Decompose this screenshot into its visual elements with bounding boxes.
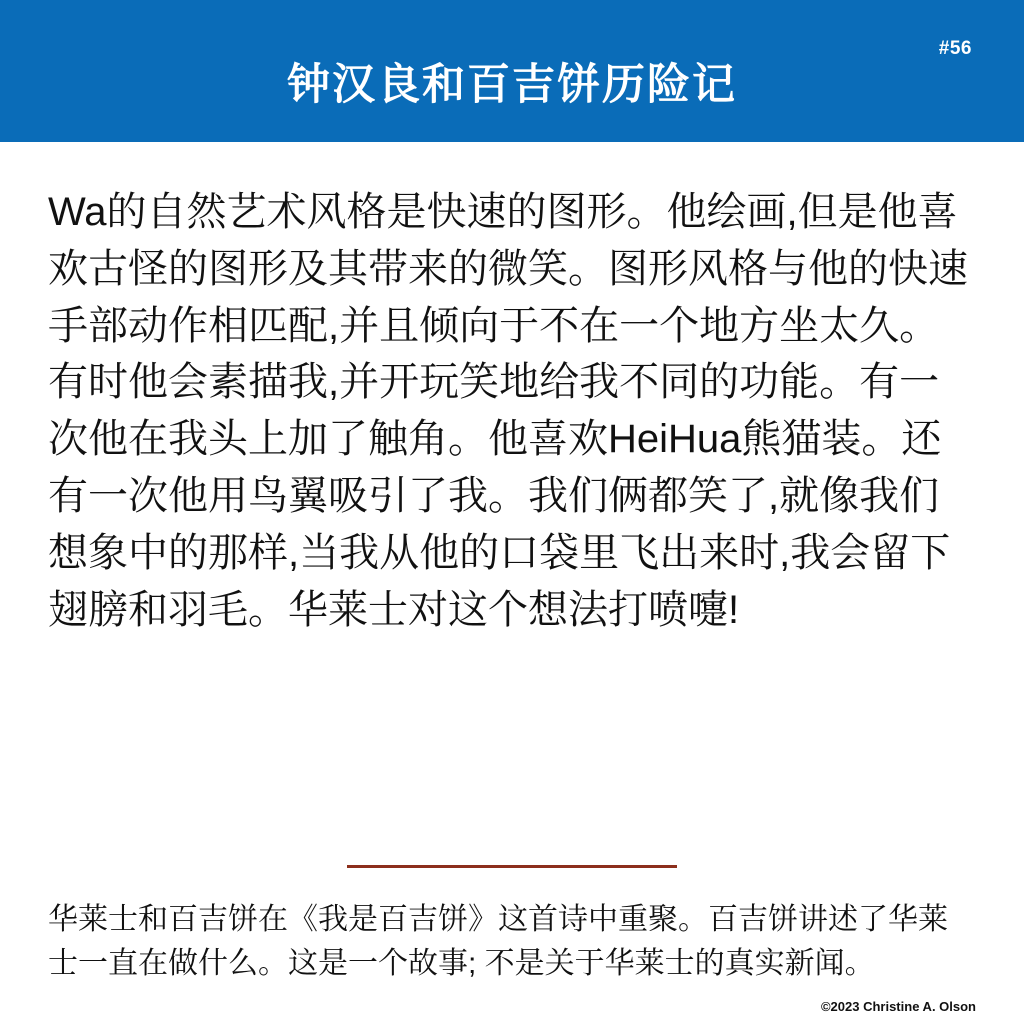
copyright-notice: ©2023 Christine A. Olson xyxy=(820,999,976,1014)
main-content xyxy=(0,142,1024,1024)
footer-section xyxy=(48,865,976,1024)
page-title: 钟汉良和百吉饼历险记 xyxy=(287,61,737,109)
footnote-text: 华莱士和百吉饼在《我是百吉饼》这首诗中重聚。百吉饼讲述了华莱士一直在做什么。这是一个故事; 不是关于华莱士的真实新闻。 xyxy=(48,903,948,980)
body-paragraph: Wa的自然艺术风格是快速的图形。他绘画,但是他喜欢古怪的图形及其带来的微笑。图形风格与他的快速手部动作相匹配,并且倾向于不在一个地方坐太久。有时他会素描我,并开玩笑地给我不同的功能。有一次他在我头上加了触角。他喜欢HeiHua熊猫装。还有一次他用鸟翼吸引了我。我们俩都笑了,就像我们想象中的那样,当我从他的口袋里飞出来时,我会留下翅膀和羽毛。华莱士对这个想法打喷嚏! xyxy=(48,190,968,632)
page-number-badge: #56 xyxy=(938,38,972,59)
section-divider xyxy=(347,865,677,868)
header-banner xyxy=(0,0,1024,142)
